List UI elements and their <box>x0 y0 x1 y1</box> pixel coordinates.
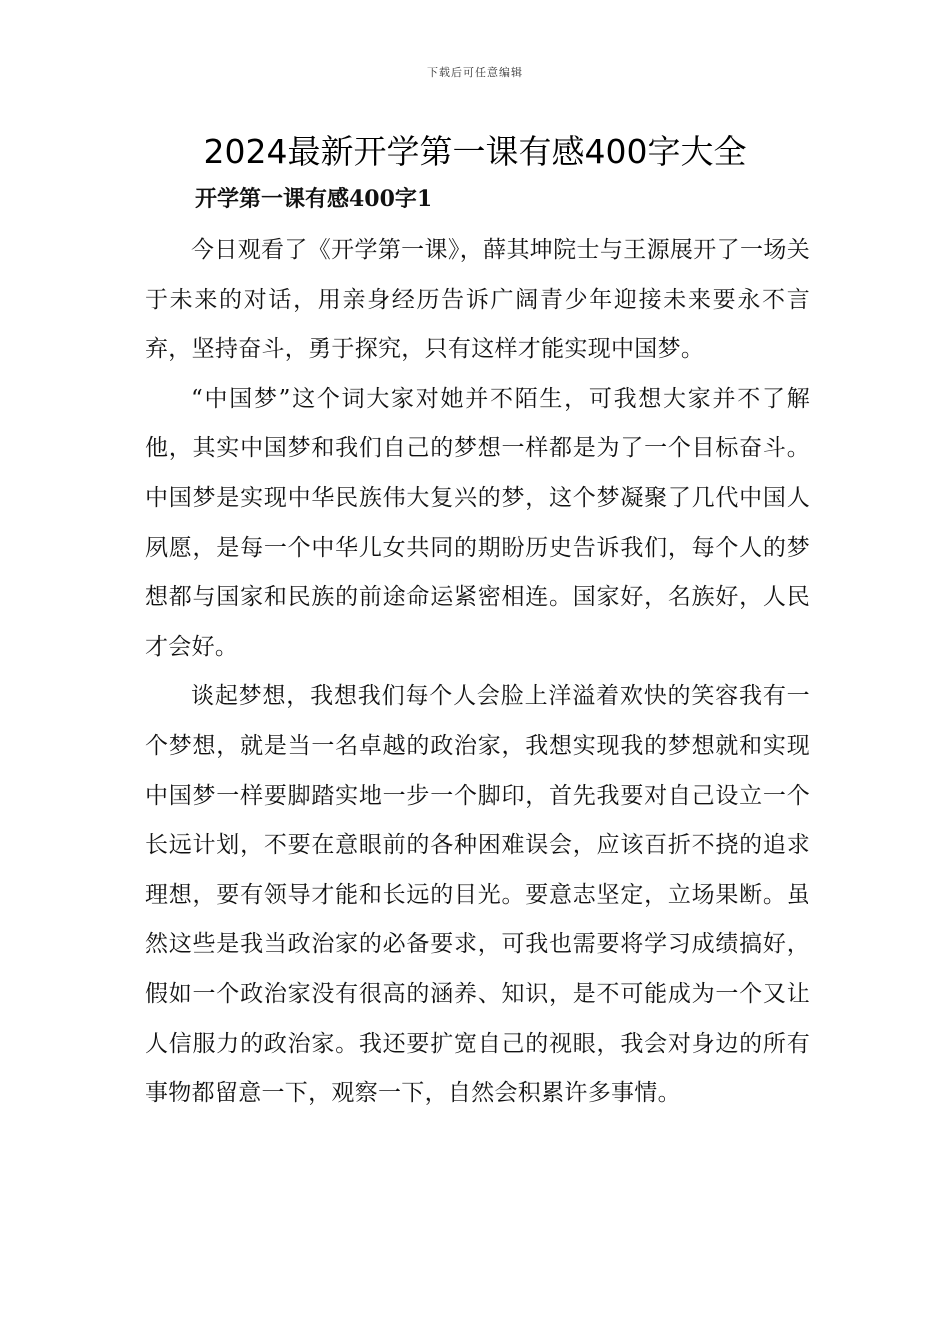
section-heading: 开学第一课有感400字1 <box>195 186 433 212</box>
body-text <box>145 226 810 1119</box>
paragraph: “中国梦”这个词大家对她并不陌生，可我想大家并不了解他，其实中国梦和我们自己的梦想一样都是为了一个目标奋斗。中国梦是实现中华民族伟大复兴的梦，这个梦凝聚了几代中国人夙愿，是每一个中华儿女共同的期盼历史告诉我们，每个人的梦想都与国家和民族的前途命运紧密相连。国家好，名族好，人民才会好。 <box>145 385 810 660</box>
paragraph: 谈起梦想，我想我们每个人会脸上洋溢着欢快的笑容我有一个梦想，就是当一名卓越的政治家，我想实现我的梦想就和实现中国梦一样要脚踏实地一步一个脚印，首先我要对自己设立一个长远计划，不要在意眼前的各种困难误会，应该百折不挠的追求理想，要有领导才能和长远的目光。要意志坚定，立场果断。虽然这些是我当政治家的必备要求，可我也需要将学习成绩搞好，假如一个政治家没有很高的涵养、知识，是不可能成为一个又让人信服力的政治家。我还要扩宽自己的视眼，我会对身边的所有事物都留意一下，观察一下，自然会积累许多事情。 <box>145 683 810 1107</box>
document-title: 2024最新开学第一课有感400字大全 <box>203 132 747 171</box>
paragraph: 今日观看了《开学第一课》，薛其坤院士与王源展开了一场关于未来的对话，用亲身经历告诉广阔青少年迎接未来要永不言弃，坚持奋斗，勇于探究，只有这样才能实现中国梦。 <box>145 237 810 363</box>
header-note: 下载后可任意编辑 <box>427 66 523 79</box>
